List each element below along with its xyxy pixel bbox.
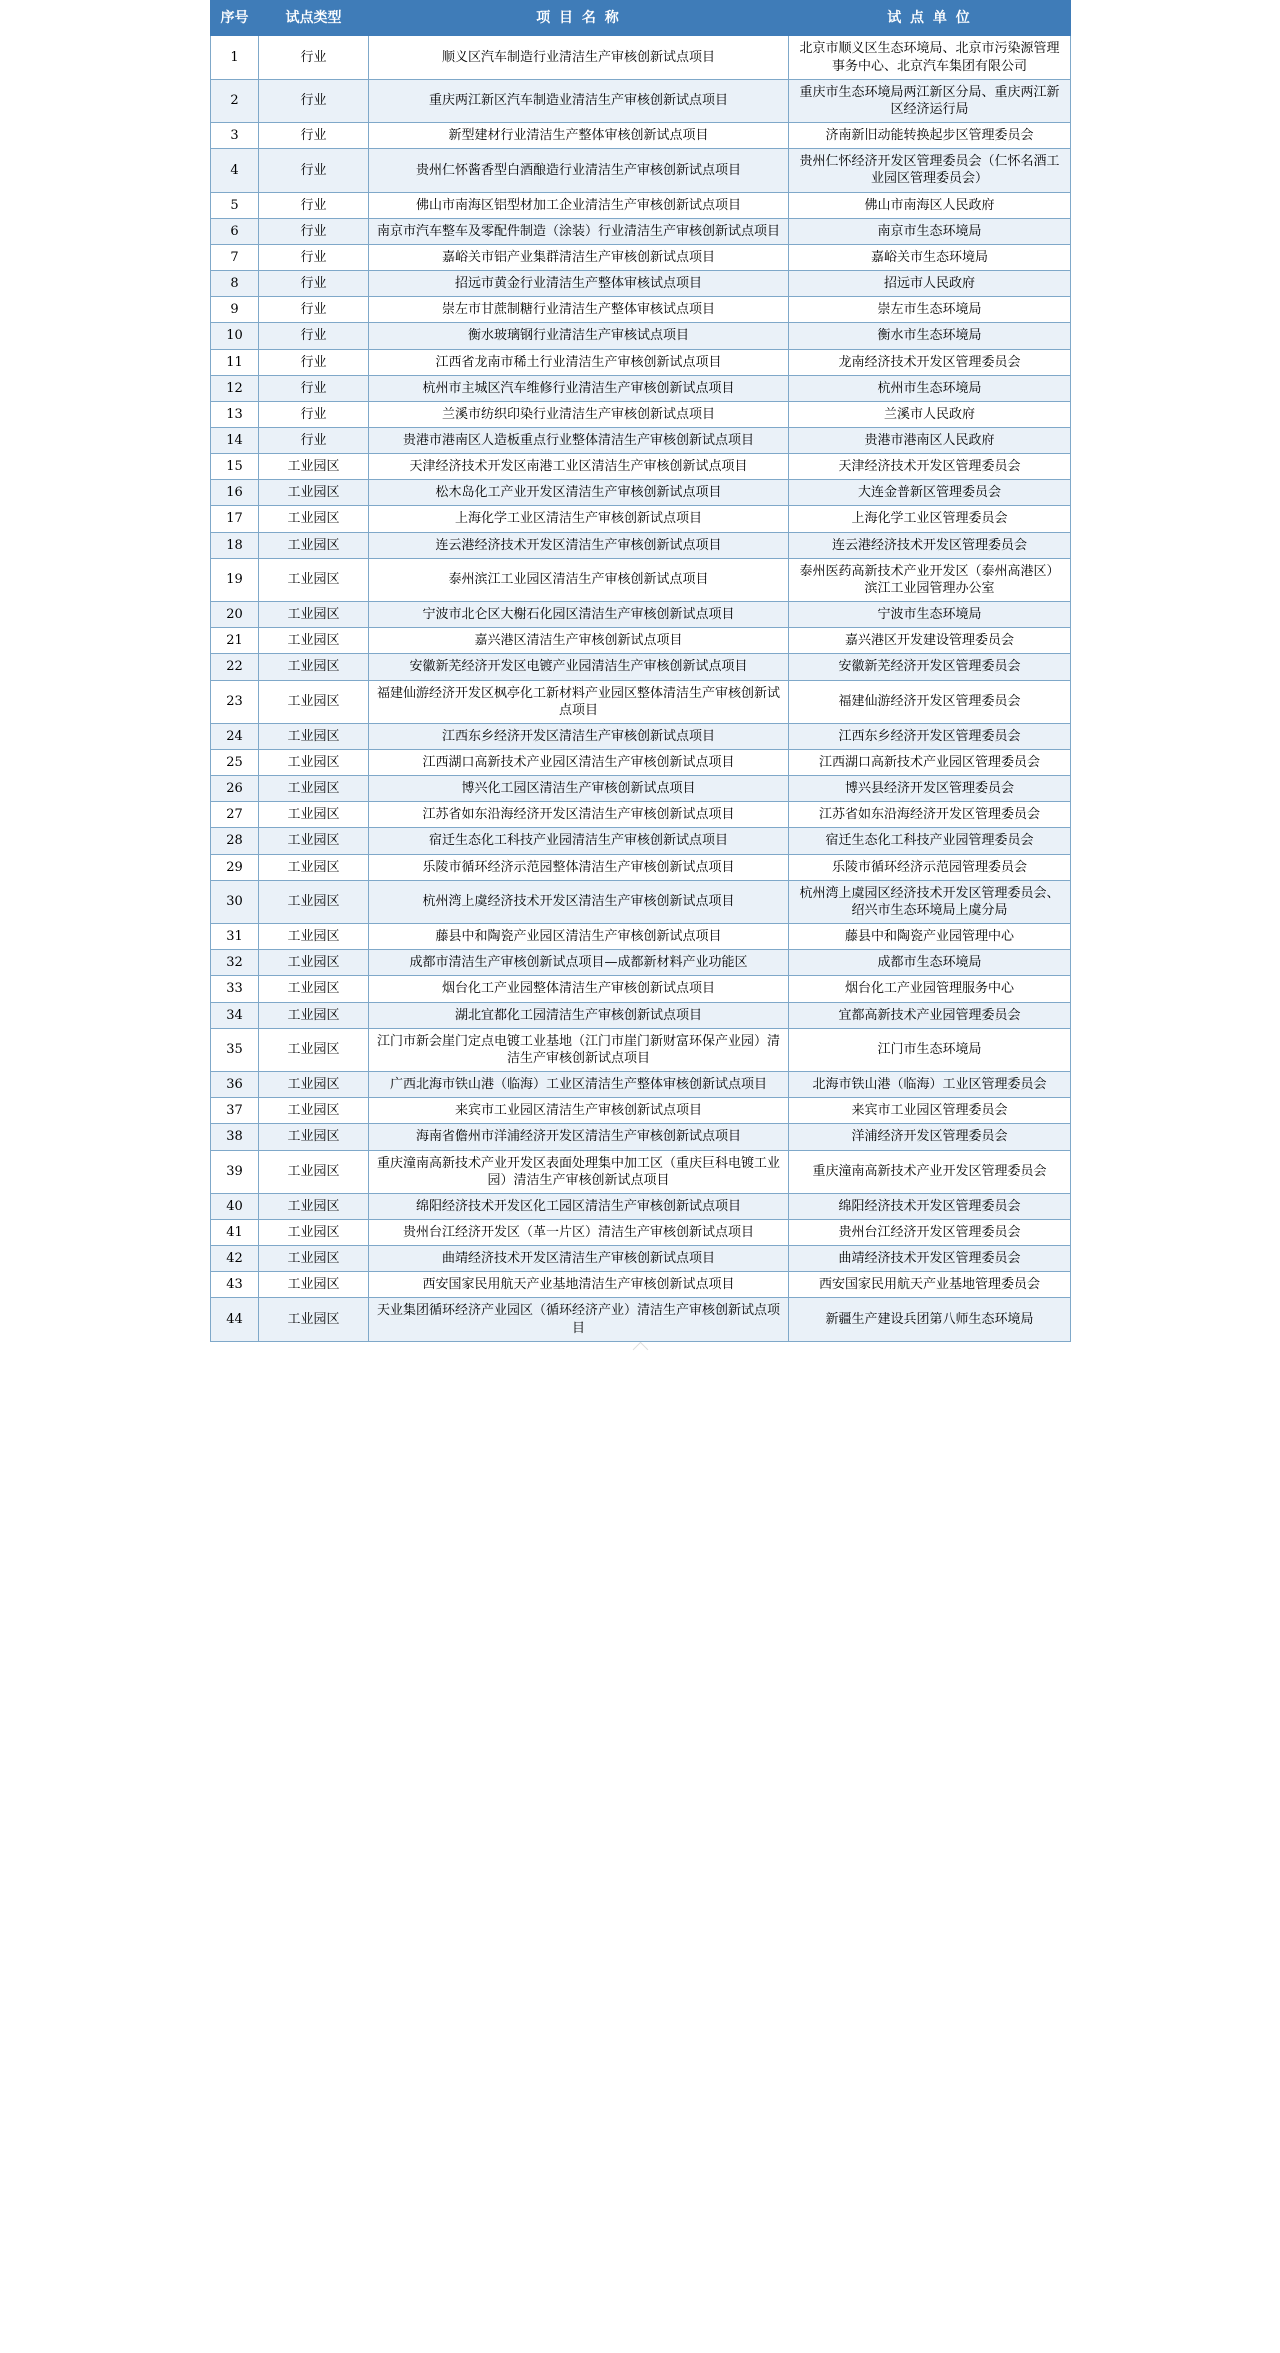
cell-project-name: 广西北海市铁山港（临海）工业区清洁生产整体审核创新试点项目 [369,1072,789,1098]
table-row [211,1298,1071,1341]
table-row [211,297,1071,323]
cell-pilot-unit: 泰州医药高新技术产业开发区（泰州高港区）滨江工业园管理办公室 [789,558,1071,601]
cell-type: 工业园区 [259,802,369,828]
cell-seq: 33 [211,976,259,1002]
cell-pilot-unit: 南京市生态环境局 [789,218,1071,244]
table-row [211,192,1071,218]
table-row [211,79,1071,122]
cell-pilot-unit: 博兴县经济开发区管理委员会 [789,776,1071,802]
table-row [211,880,1071,923]
table-row [211,349,1071,375]
cell-type: 工业园区 [259,1272,369,1298]
cell-type: 行业 [259,401,369,427]
cell-project-name: 乐陵市循环经济示范园整体清洁生产审核创新试点项目 [369,854,789,880]
table-row [211,532,1071,558]
cell-project-name: 重庆两江新区汽车制造业清洁生产审核创新试点项目 [369,79,789,122]
table-row [211,802,1071,828]
cell-project-name: 松木岛化工产业开发区清洁生产审核创新试点项目 [369,480,789,506]
column-header-name: 项 目 名 称 [369,1,789,36]
table-row [211,680,1071,723]
cell-seq: 3 [211,123,259,149]
cell-project-name: 贵州台江经济开发区（革一片区）清洁生产审核创新试点项目 [369,1219,789,1245]
table-row [211,218,1071,244]
cell-type: 工业园区 [259,1193,369,1219]
cell-seq: 25 [211,750,259,776]
cell-project-name: 连云港经济技术开发区清洁生产审核创新试点项目 [369,532,789,558]
cell-seq: 23 [211,680,259,723]
table-row [211,1028,1071,1071]
cell-type: 行业 [259,427,369,453]
cell-type: 工业园区 [259,976,369,1002]
cell-pilot-unit: 崇左市生态环境局 [789,297,1071,323]
cell-type: 工业园区 [259,1098,369,1124]
table-row [211,1219,1071,1245]
table-row [211,628,1071,654]
table-row [211,375,1071,401]
cell-pilot-unit: 北海市铁山港（临海）工业区管理委员会 [789,1072,1071,1098]
table-row [211,950,1071,976]
cell-type: 工业园区 [259,1028,369,1071]
cell-seq: 14 [211,427,259,453]
cell-type: 工业园区 [259,558,369,601]
cell-pilot-unit: 宿迁生态化工科技产业园管理委员会 [789,828,1071,854]
cell-seq: 31 [211,924,259,950]
cell-project-name: 招远市黄金行业清洁生产整体审核试点项目 [369,271,789,297]
table-row [211,654,1071,680]
cell-pilot-unit: 重庆潼南高新技术产业开发区管理委员会 [789,1150,1071,1193]
table-row [211,924,1071,950]
cell-seq: 40 [211,1193,259,1219]
cell-type: 工业园区 [259,776,369,802]
cell-type: 工业园区 [259,924,369,950]
cell-pilot-unit: 绵阳经济技术开发区管理委员会 [789,1193,1071,1219]
cell-project-name: 贵港市港南区人造板重点行业整体清洁生产审核创新试点项目 [369,427,789,453]
cell-type: 行业 [259,123,369,149]
table-row [211,123,1071,149]
table-row [211,427,1071,453]
cell-seq: 41 [211,1219,259,1245]
table-row [211,1193,1071,1219]
cell-pilot-unit: 烟台化工产业园管理服务中心 [789,976,1071,1002]
table-row [211,149,1071,192]
cell-pilot-unit: 北京市顺义区生态环境局、北京市污染源管理事务中心、北京汽车集团有限公司 [789,36,1071,79]
cell-project-name: 天津经济技术开发区南港工业区清洁生产审核创新试点项目 [369,454,789,480]
cell-project-name: 杭州市主城区汽车维修行业清洁生产审核创新试点项目 [369,375,789,401]
cell-project-name: 江西东乡经济开发区清洁生产审核创新试点项目 [369,723,789,749]
cell-type: 行业 [259,323,369,349]
table-row [211,323,1071,349]
cell-seq: 10 [211,323,259,349]
cell-seq: 44 [211,1298,259,1341]
table-row [211,1098,1071,1124]
cell-project-name: 宿迁生态化工科技产业园清洁生产审核创新试点项目 [369,828,789,854]
table-row [211,454,1071,480]
cell-seq: 28 [211,828,259,854]
cell-type: 行业 [259,244,369,270]
cell-project-name: 安徽新芜经济开发区电镀产业园清洁生产审核创新试点项目 [369,654,789,680]
cell-seq: 7 [211,244,259,270]
table-row [211,750,1071,776]
cell-type: 行业 [259,271,369,297]
cell-seq: 8 [211,271,259,297]
cell-seq: 15 [211,454,259,480]
cell-type: 工业园区 [259,1219,369,1245]
cell-pilot-unit: 贵州仁怀经济开发区管理委员会（仁怀名酒工业园区管理委员会） [789,149,1071,192]
table-row [211,1150,1071,1193]
cell-type: 行业 [259,218,369,244]
cell-project-name: 南京市汽车整车及零配件制造（涂装）行业清洁生产审核创新试点项目 [369,218,789,244]
cell-pilot-unit: 宁波市生态环境局 [789,602,1071,628]
table-row [211,244,1071,270]
cell-project-name: 崇左市甘蔗制糖行业清洁生产整体审核试点项目 [369,297,789,323]
cell-seq: 29 [211,854,259,880]
cell-pilot-unit: 衡水市生态环境局 [789,323,1071,349]
table-row [211,976,1071,1002]
arrow-up-icon [632,1341,648,1357]
cell-seq: 13 [211,401,259,427]
cell-project-name: 佛山市南海区铝型材加工企业清洁生产审核创新试点项目 [369,192,789,218]
column-header-seq: 序号 [211,1,259,36]
cell-pilot-unit: 成都市生态环境局 [789,950,1071,976]
cell-pilot-unit: 安徽新芜经济开发区管理委员会 [789,654,1071,680]
cell-pilot-unit: 福建仙游经济开发区管理委员会 [789,680,1071,723]
cell-project-name: 海南省儋州市洋浦经济开发区清洁生产审核创新试点项目 [369,1124,789,1150]
cell-pilot-unit: 西安国家民用航天产业基地管理委员会 [789,1272,1071,1298]
cell-seq: 5 [211,192,259,218]
cell-seq: 6 [211,218,259,244]
cell-type: 工业园区 [259,1298,369,1341]
cell-project-name: 嘉兴港区清洁生产审核创新试点项目 [369,628,789,654]
table-body [211,36,1071,1341]
cell-pilot-unit: 大连金普新区管理委员会 [789,480,1071,506]
cell-type: 工业园区 [259,1246,369,1272]
cell-project-name: 江西湖口高新技术产业园区清洁生产审核创新试点项目 [369,750,789,776]
cell-seq: 36 [211,1072,259,1098]
table-row [211,36,1071,79]
table-header [211,1,1071,36]
cell-seq: 24 [211,723,259,749]
table-row [211,602,1071,628]
cell-project-name: 西安国家民用航天产业基地清洁生产审核创新试点项目 [369,1272,789,1298]
cell-seq: 35 [211,1028,259,1071]
cell-project-name: 泰州滨江工业园区清洁生产审核创新试点项目 [369,558,789,601]
cell-pilot-unit: 江苏省如东沿海经济开发区管理委员会 [789,802,1071,828]
table-row [211,1124,1071,1150]
cell-pilot-unit: 新疆生产建设兵团第八师生态环境局 [789,1298,1071,1341]
cell-project-name: 杭州湾上虞经济技术开发区清洁生产审核创新试点项目 [369,880,789,923]
cell-seq: 11 [211,349,259,375]
pilot-projects-table [210,0,1071,1342]
cell-project-name: 衡水玻璃钢行业清洁生产审核试点项目 [369,323,789,349]
table-row [211,1246,1071,1272]
table-row [211,401,1071,427]
cell-pilot-unit: 来宾市工业园区管理委员会 [789,1098,1071,1124]
cell-pilot-unit: 江西东乡经济开发区管理委员会 [789,723,1071,749]
cell-seq: 38 [211,1124,259,1150]
cell-project-name: 福建仙游经济开发区枫亭化工新材料产业园区整体清洁生产审核创新试点项目 [369,680,789,723]
cell-seq: 19 [211,558,259,601]
table-row [211,558,1071,601]
cell-project-name: 烟台化工产业园整体清洁生产审核创新试点项目 [369,976,789,1002]
table-row [211,1002,1071,1028]
cell-pilot-unit: 济南新旧动能转换起步区管理委员会 [789,123,1071,149]
cell-seq: 21 [211,628,259,654]
cell-type: 工业园区 [259,602,369,628]
cell-pilot-unit: 杭州市生态环境局 [789,375,1071,401]
cell-type: 工业园区 [259,1124,369,1150]
table-row [211,1272,1071,1298]
cell-pilot-unit: 上海化学工业区管理委员会 [789,506,1071,532]
cell-type: 行业 [259,36,369,79]
cell-project-name: 来宾市工业园区清洁生产审核创新试点项目 [369,1098,789,1124]
cell-pilot-unit: 龙南经济技术开发区管理委员会 [789,349,1071,375]
cell-project-name: 贵州仁怀酱香型白酒酿造行业清洁生产审核创新试点项目 [369,149,789,192]
cell-type: 工业园区 [259,880,369,923]
cell-type: 工业园区 [259,723,369,749]
cell-type: 行业 [259,79,369,122]
cell-pilot-unit: 重庆市生态环境局两江新区分局、重庆两江新区经济运行局 [789,79,1071,122]
cell-pilot-unit: 贵州台江经济开发区管理委员会 [789,1219,1071,1245]
cell-type: 工业园区 [259,828,369,854]
cell-pilot-unit: 招远市人民政府 [789,271,1071,297]
table-row [211,480,1071,506]
cell-project-name: 新型建材行业清洁生产整体审核创新试点项目 [369,123,789,149]
cell-project-name: 成都市清洁生产审核创新试点项目—成都新材料产业功能区 [369,950,789,976]
cell-pilot-unit: 杭州湾上虞园区经济技术开发区管理委员会、绍兴市生态环境局上虞分局 [789,880,1071,923]
table-row [211,506,1071,532]
cell-type: 工业园区 [259,680,369,723]
cell-type: 工业园区 [259,454,369,480]
cell-type: 工业园区 [259,480,369,506]
cell-type: 行业 [259,149,369,192]
cell-seq: 2 [211,79,259,122]
cell-seq: 39 [211,1150,259,1193]
cell-seq: 1 [211,36,259,79]
cell-project-name: 上海化学工业区清洁生产审核创新试点项目 [369,506,789,532]
cell-type: 行业 [259,297,369,323]
cell-seq: 43 [211,1272,259,1298]
cell-project-name: 湖北宜都化工园清洁生产审核创新试点项目 [369,1002,789,1028]
table-row [211,1072,1071,1098]
cell-seq: 9 [211,297,259,323]
cell-project-name: 重庆潼南高新技术产业开发区表面处理集中加工区（重庆巨科电镀工业园）清洁生产审核创新试点项目 [369,1150,789,1193]
cell-pilot-unit: 江门市生态环境局 [789,1028,1071,1071]
cell-project-name: 江门市新会崖门定点电镀工业基地（江门市崖门新财富环保产业园）清洁生产审核创新试点项目 [369,1028,789,1071]
cell-seq: 27 [211,802,259,828]
cell-type: 工业园区 [259,532,369,558]
cell-seq: 37 [211,1098,259,1124]
cell-type: 工业园区 [259,1002,369,1028]
cell-type: 工业园区 [259,506,369,532]
cell-project-name: 嘉峪关市铝产业集群清洁生产审核创新试点项目 [369,244,789,270]
cell-type: 工业园区 [259,1072,369,1098]
cell-project-name: 江西省龙南市稀土行业清洁生产审核创新试点项目 [369,349,789,375]
cell-type: 工业园区 [259,654,369,680]
table-row [211,828,1071,854]
cell-project-name: 曲靖经济技术开发区清洁生产审核创新试点项目 [369,1246,789,1272]
cell-seq: 12 [211,375,259,401]
cell-seq: 26 [211,776,259,802]
cell-project-name: 江苏省如东沿海经济开发区清洁生产审核创新试点项目 [369,802,789,828]
cell-project-name: 藤县中和陶瓷产业园区清洁生产审核创新试点项目 [369,924,789,950]
cell-type: 行业 [259,349,369,375]
cell-type: 工业园区 [259,854,369,880]
cell-project-name: 博兴化工园区清洁生产审核创新试点项目 [369,776,789,802]
table-row [211,271,1071,297]
cell-type: 工业园区 [259,950,369,976]
cell-pilot-unit: 佛山市南海区人民政府 [789,192,1071,218]
cell-project-name: 兰溪市纺织印染行业清洁生产审核创新试点项目 [369,401,789,427]
table-header-row [211,1,1071,36]
cell-type: 工业园区 [259,750,369,776]
table-row [211,854,1071,880]
cell-pilot-unit: 乐陵市循环经济示范园管理委员会 [789,854,1071,880]
cell-seq: 20 [211,602,259,628]
cell-pilot-unit: 兰溪市人民政府 [789,401,1071,427]
cell-pilot-unit: 曲靖经济技术开发区管理委员会 [789,1246,1071,1272]
cell-pilot-unit: 江西湖口高新技术产业园区管理委员会 [789,750,1071,776]
cell-pilot-unit: 贵港市港南区人民政府 [789,427,1071,453]
cell-seq: 30 [211,880,259,923]
cell-seq: 4 [211,149,259,192]
cell-type: 行业 [259,192,369,218]
table-row [211,776,1071,802]
cell-pilot-unit: 天津经济技术开发区管理委员会 [789,454,1071,480]
column-header-unit: 试 点 单 位 [789,1,1071,36]
cell-seq: 42 [211,1246,259,1272]
cell-project-name: 宁波市北仑区大榭石化园区清洁生产审核创新试点项目 [369,602,789,628]
table-row [211,723,1071,749]
cell-pilot-unit: 宜都高新技术产业园管理委员会 [789,1002,1071,1028]
cell-pilot-unit: 嘉峪关市生态环境局 [789,244,1071,270]
cell-seq: 34 [211,1002,259,1028]
cell-project-name: 天业集团循环经济产业园区（循环经济产业）清洁生产审核创新试点项目 [369,1298,789,1341]
cell-pilot-unit: 藤县中和陶瓷产业园管理中心 [789,924,1071,950]
cell-seq: 18 [211,532,259,558]
cell-seq: 17 [211,506,259,532]
cell-seq: 22 [211,654,259,680]
cell-pilot-unit: 嘉兴港区开发建设管理委员会 [789,628,1071,654]
cell-pilot-unit: 洋浦经济开发区管理委员会 [789,1124,1071,1150]
cell-pilot-unit: 连云港经济技术开发区管理委员会 [789,532,1071,558]
cell-type: 工业园区 [259,628,369,654]
cell-project-name: 顺义区汽车制造行业清洁生产审核创新试点项目 [369,36,789,79]
cell-seq: 16 [211,480,259,506]
cell-type: 工业园区 [259,1150,369,1193]
column-header-type: 试点类型 [259,1,369,36]
page-footer-mark [210,1342,1070,1362]
cell-project-name: 绵阳经济技术开发区化工园区清洁生产审核创新试点项目 [369,1193,789,1219]
cell-type: 行业 [259,375,369,401]
cell-seq: 32 [211,950,259,976]
